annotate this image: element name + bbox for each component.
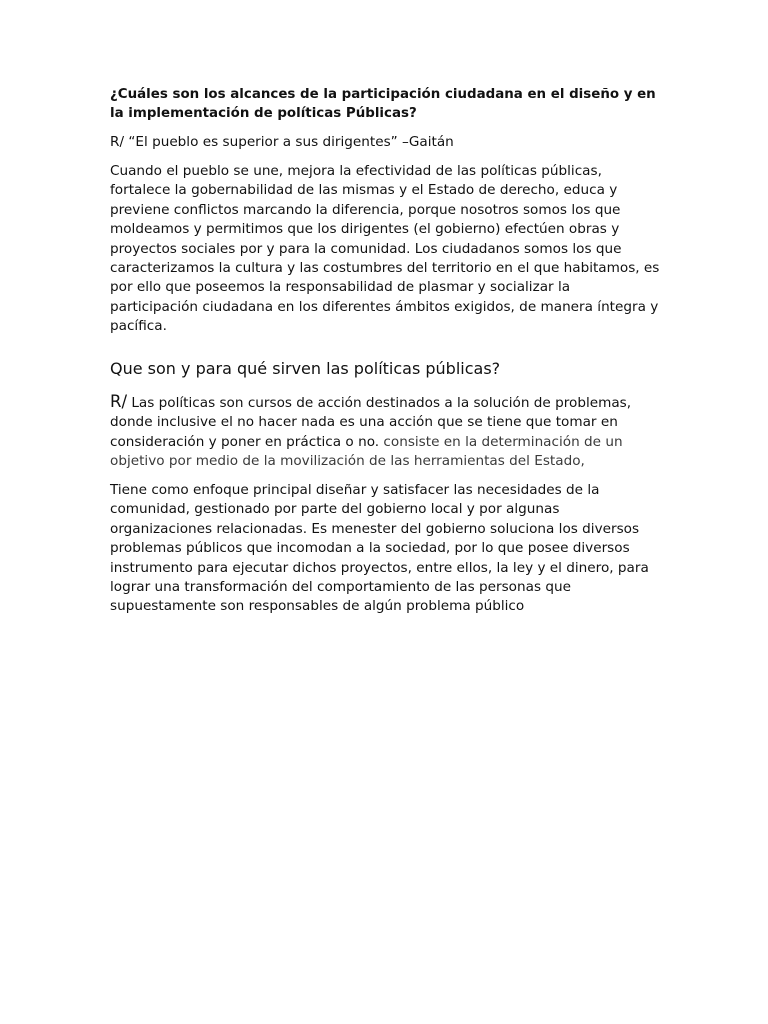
answer-paragraph-participacion: Cuando el pueblo se une, mejora la efectividad de las políticas públicas, fortalece la gobernabilidad de las mismas y el Estado de derecho, educa y previene conflictos marcando la diferencia, porque nosotros somos los que moldeamos y permitimos que los dirigentes (el gobierno) efectúen obras y proyectos sociales por y para la comunidad. Los ciudadanos somos los que caracterizamos la cultura y las costumbres del territorio en el que habitamos, es por ello que poseemos la responsabilidad de plasmar y socializar la participación ciudadana en los diferentes ámbitos exigidos, de manera íntegra y pacífica.	[110, 163, 660, 335]
paragraph-enfoque: Tiene como enfoque principal diseñar y satisfacer las necesidades de la comunidad, gestionado por parte del gobierno local y por algunas organizaciones relacionadas. Es menester del gobierno soluciona los diversos problemas públicos que incomodan a la sociedad, por lo que posee diversos instrumento para ejecutar dichos proyectos, entre ellos, la ley y el dinero, para lograr una transformación del comportamiento de las personas que supuestamente son responsables de algún problema público	[110, 482, 649, 615]
answer-main-text: Las políticas son cursos de acción destinados a la solución de problemas, donde inclusive el no hacer nada es una acción que se tiene que tomar en consideración y poner en práctica o no.	[110, 395, 632, 450]
answer-quote: R/ “El pueblo es superior a sus dirigentes” –Gaitán	[110, 134, 454, 150]
question-politicas-publicas: Que son y para qué sirven las políticas públicas?	[110, 359, 501, 378]
answer-soft-text: consiste en la determinación de un objetivo por medio de la movilización de las herramientas del Estado,	[110, 433, 623, 470]
answer-prefix: R/	[110, 392, 128, 411]
answer-politicas-publicas	[110, 392, 660, 472]
question-participacion-ciudadana: ¿Cuáles son los alcances de la participación ciudadana en el diseño y en la implementación de políticas Públicas?	[110, 87, 656, 122]
